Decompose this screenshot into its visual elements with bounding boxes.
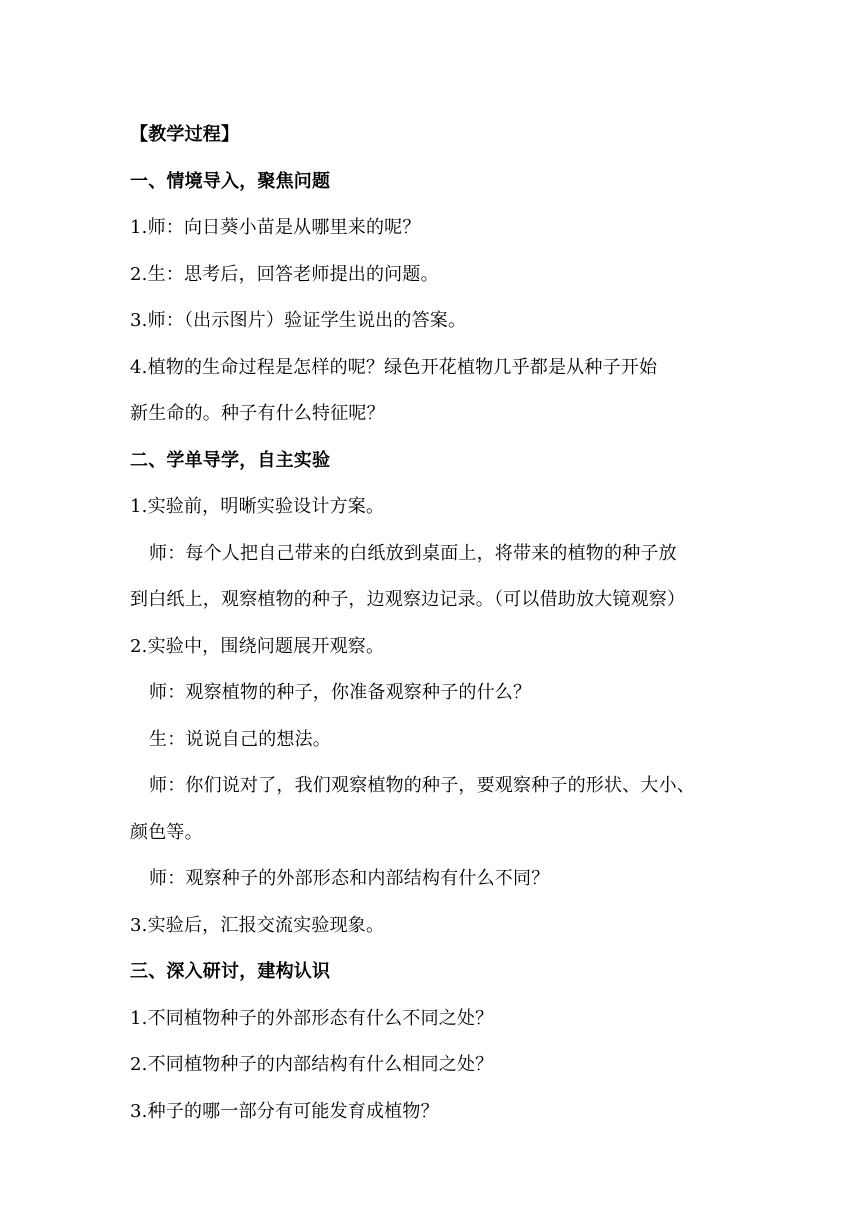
part2-dialog-4: 师：观察种子的外部形态和内部结构有什么不同？	[149, 868, 550, 889]
part1-heading: 一、情境导入，聚焦问题	[130, 170, 331, 192]
document-body	[130, 112, 730, 1135]
part2-dialog-3-line2: 颜色等。	[130, 821, 203, 843]
part2-step-2: 2.实验中，围绕问题展开观察。	[130, 635, 385, 657]
part3-heading: 三、深入研讨，建构认识	[130, 961, 331, 982]
part1-item-3: 3.师：（出示图片）验证学生说出的答案。	[130, 310, 467, 331]
part2-step-1-detail-line2: 到白纸上，观察植物的种子，边观察边记录。（可以借助放大镜观察）	[130, 589, 686, 610]
section-title: 【教学过程】	[130, 124, 240, 145]
part3-question-3: 3.种子的哪一部分有可能发育成植物？	[130, 1100, 439, 1122]
part1-item-2: 2.生：思考后，回答老师提出的问题。	[130, 263, 439, 285]
part2-step-3: 3.实验后，汇报交流实验现象。	[130, 914, 385, 936]
part2-dialog-2: 生：说说自己的想法。	[149, 728, 331, 750]
part1-item-1: 1.师：向日葵小苗是从哪里来的呢？	[130, 217, 421, 238]
part1-item-4-line2: 新生命的。种子有什么特征呢？	[130, 403, 385, 424]
part3-question-1: 1.不同植物种子的外部形态有什么不同之处？	[130, 1007, 494, 1029]
part2-heading: 二、学单导学，自主实验	[130, 449, 331, 471]
part2-dialog-3-line1: 师：你们说对了，我们观察植物的种子，要观察种子的形状、大小、	[149, 775, 695, 796]
part2-dialog-1: 师：观察植物的种子，你准备观察种子的什么？	[149, 682, 532, 703]
part2-step-1: 1.实验前，明晰实验设计方案。	[130, 496, 385, 517]
part1-item-4-line1: 4.植物的生命过程是怎样的呢？绿色开花植物几乎都是从种子开始	[130, 356, 658, 378]
part3-question-2: 2.不同植物种子的内部结构有什么相同之处？	[130, 1054, 494, 1075]
part2-step-1-detail-line1: 师：每个人把自己带来的白纸放到桌面上，将带来的植物的种子放	[149, 542, 677, 564]
